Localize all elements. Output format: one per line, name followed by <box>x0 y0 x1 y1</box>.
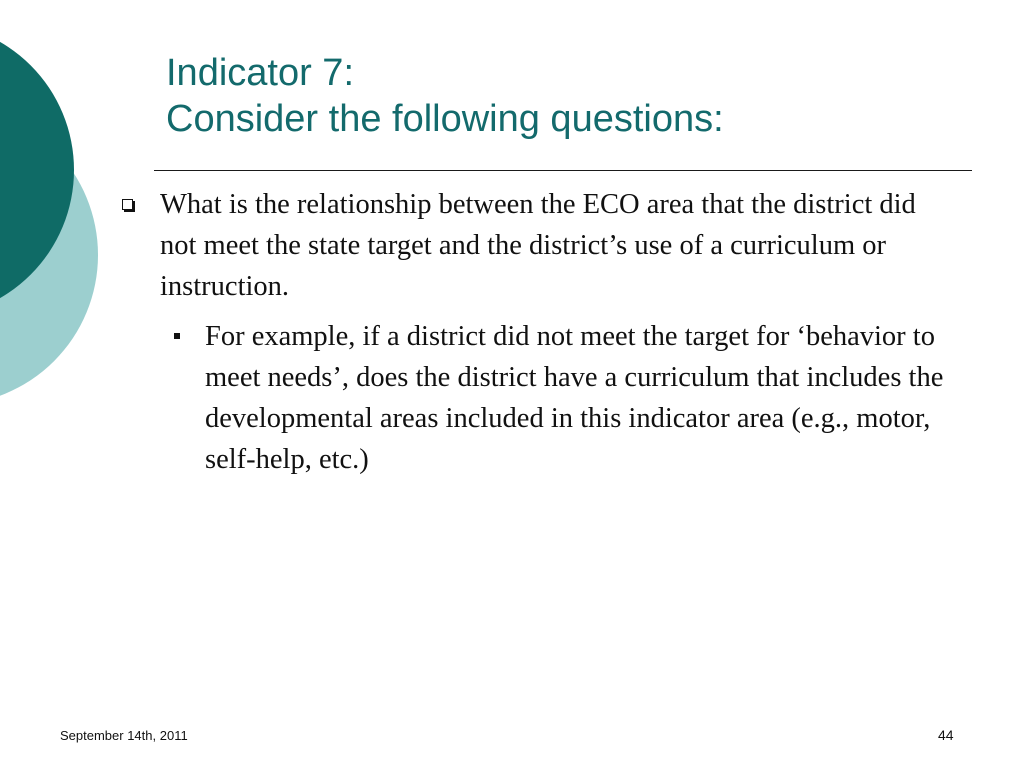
sub-bullet-item <box>160 316 952 480</box>
bullet-item <box>122 184 952 307</box>
decorative-circles <box>0 0 110 400</box>
bullet-list <box>122 184 952 480</box>
title-line-2: Consider the following questions: <box>166 98 724 140</box>
square-bullet-icon <box>122 199 133 210</box>
page-number: 44 <box>938 727 954 743</box>
footer-date: September 14th, 2011 <box>60 728 188 743</box>
sub-bullet-text: For example, if a district did not meet the target for ‘behavior to meet needs’, does the district have a curriculum that includes the developmental areas included in this indicator area (e.g., motor, self-help, etc.) <box>205 321 944 475</box>
slide-title <box>166 50 724 142</box>
title-line-1: Indicator 7: <box>166 52 354 94</box>
bullet-text: What is the relationship between the ECO area that the district did not meet the state target and the district’s use of a curriculum or instruction. <box>160 189 916 302</box>
small-square-bullet-icon <box>174 333 180 339</box>
title-divider <box>154 170 972 171</box>
